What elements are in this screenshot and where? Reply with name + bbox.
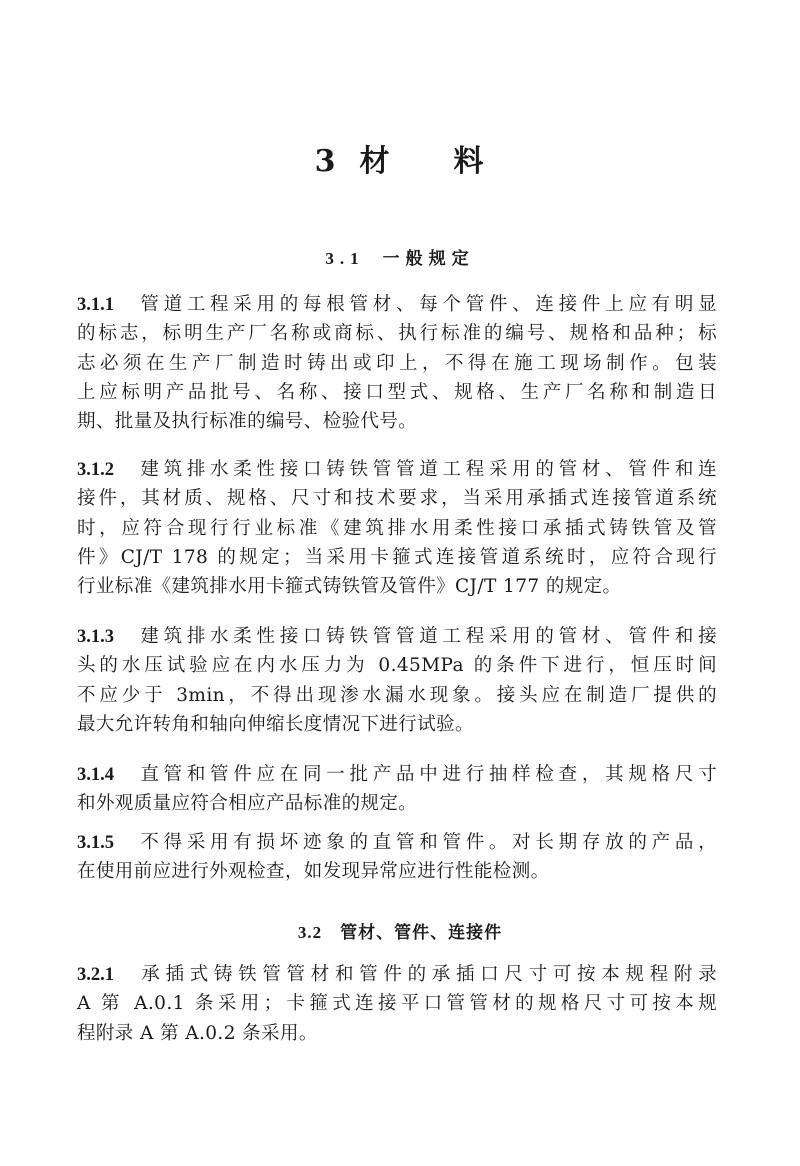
clause-text: 建筑排水柔性接口铸铁管管道工程采用的管材、管件和接	[136, 626, 717, 647]
clause-number: 3.1.3	[77, 627, 114, 647]
clause-line: 志必须在生产厂制造时铸出或印上，不得在施工现场制作。包装	[77, 352, 717, 374]
clause-line	[77, 760, 717, 789]
section-number: 3.2	[297, 923, 323, 942]
chapter-title-char: 材	[359, 144, 392, 179]
clause-3-1-4	[77, 760, 717, 819]
clause-3-1-5	[77, 828, 717, 887]
chapter-title-char: 料	[453, 144, 486, 179]
clause-line: A 第 A.0.1 条采用；卡箍式连接平口管管材的规格尺寸可按本规	[77, 993, 717, 1015]
clause-line: 程附录 A 第 A.0.2 条采用。	[77, 1022, 318, 1044]
clause-text: 管道工程采用的每根管材、每个管件、连接件上应有明显	[136, 294, 717, 315]
section-title: 一般规定	[382, 249, 475, 269]
clause-text: 承插式铸铁管管材和管件的承插口尺寸可按本规程附录	[136, 964, 717, 985]
section-title: 管材、管件、连接件	[340, 923, 503, 943]
section-heading-3-2	[0, 918, 800, 943]
clause-text: 不得采用有损坏迹象的直管和管件。对长期存放的产品，	[136, 832, 717, 853]
clause-text: 建筑排水柔性接口铸铁管管道工程采用的管材、管件和连	[136, 459, 717, 480]
clause-number: 3.1.1	[77, 295, 114, 315]
section-heading-3-1	[0, 244, 800, 269]
clause-line	[77, 290, 717, 319]
clause-3-1-2	[77, 455, 717, 601]
clause-line: 不应少于 3min，不得出现渗水漏水现象。接头应在制造厂提供的	[77, 684, 717, 706]
clause-line: 期、批量及执行标准的编号、检验代号。	[77, 411, 418, 433]
clause-line: 头的水压试验应在内水压力为 0.45MPa 的条件下进行，恒压时间	[77, 655, 717, 677]
clause-line: 上应标明产品批号、名称、接口型式、规格、生产厂名称和制造日	[77, 381, 717, 403]
clause-line: 和外观质量应符合相应产品标准的规定。	[77, 793, 418, 815]
clause-number: 3.2.1	[77, 965, 114, 985]
clause-line	[77, 455, 717, 484]
clause-3-2-1	[77, 960, 717, 1048]
clause-text: 直管和管件应在同一批产品中进行抽样检查，其规格尺寸	[136, 764, 717, 785]
clause-line: 行业标准《建筑排水用卡箍式铸铁管及管件》CJ/T 177 的规定。	[77, 576, 622, 598]
clause-line: 的标志，标明生产厂名称或商标、执行标准的编号、规格和品种；标	[77, 323, 717, 345]
clause-line: 件》CJ/T 178 的规定；当采用卡箍式连接管道系统时，应符合现行	[77, 546, 717, 568]
clause-line: 接件，其材质、规格、尺寸和技术要求，当采用承插式连接管道系统	[77, 488, 717, 510]
section-number: 3.1	[325, 249, 365, 268]
clause-line	[77, 828, 717, 857]
clause-line: 在使用前应进行外观检查，如发现异常应进行性能检测。	[77, 861, 550, 883]
clause-line	[77, 960, 717, 989]
clause-number: 3.1.4	[77, 765, 114, 785]
clause-number: 3.1.5	[77, 833, 114, 853]
clause-3-1-3	[77, 622, 717, 739]
chapter-title	[0, 136, 800, 180]
clause-line: 时，应符合现行行业标准《建筑排水用柔性接口承插式铸铁管及管	[77, 517, 717, 539]
chapter-number: 3	[314, 144, 338, 179]
clause-line: 最大允许转角和轴向伸缩长度情况下进行试验。	[77, 713, 474, 735]
clause-3-1-1	[77, 290, 717, 436]
clause-line	[77, 622, 717, 651]
clause-number: 3.1.2	[77, 460, 114, 480]
